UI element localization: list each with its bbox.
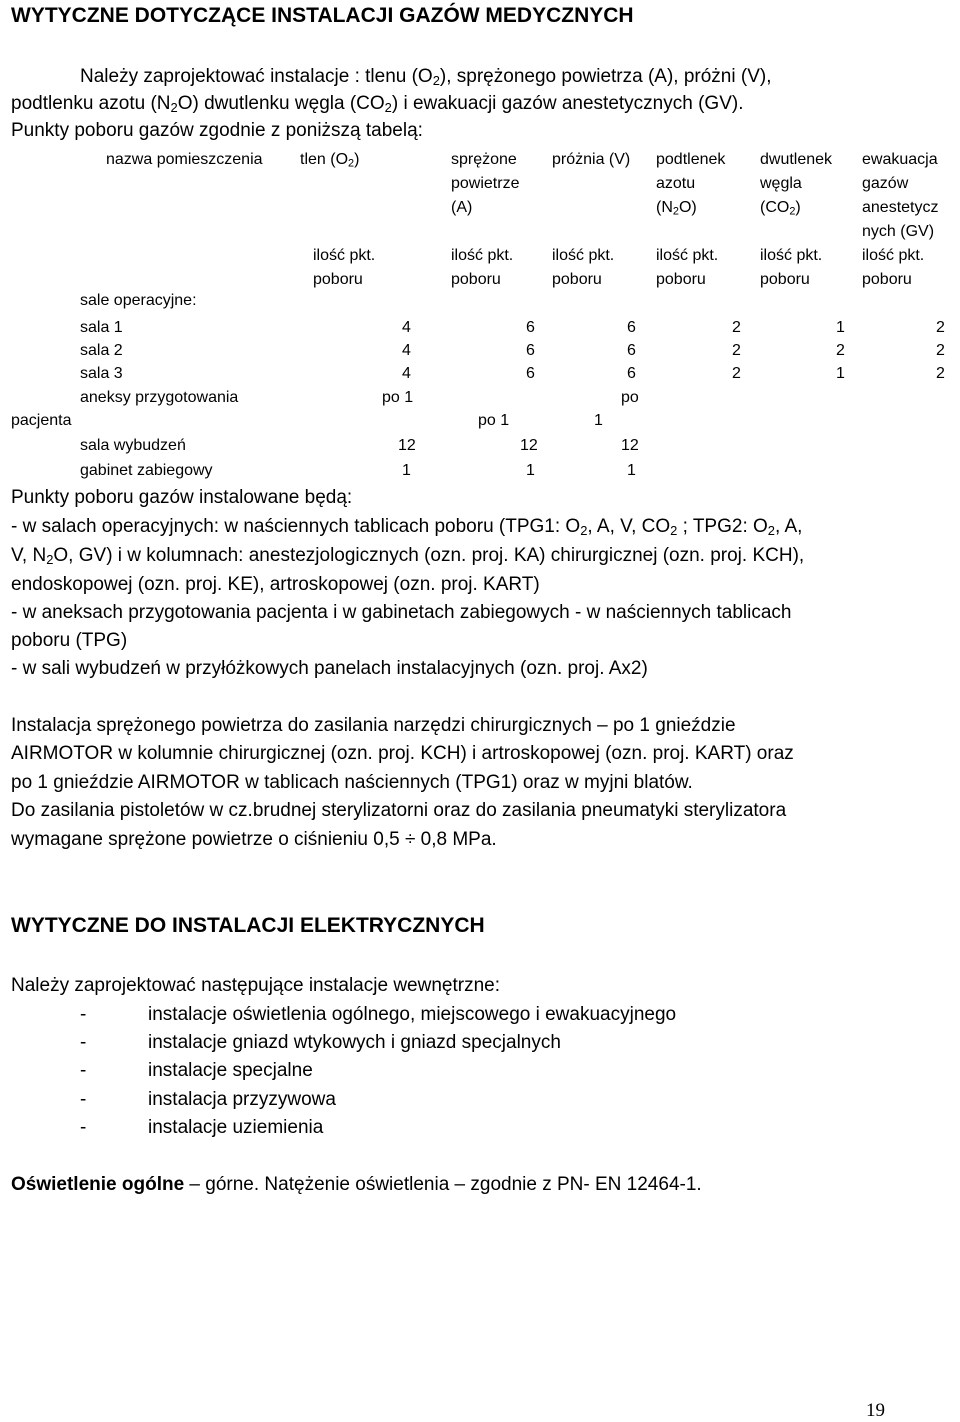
row-name: sala 2: [80, 342, 123, 359]
row-name: sala 1: [80, 319, 123, 336]
air-line-5: wymagane sprężone powietrze o ciśnieniu 0,5 ÷ 0,8 MPa.: [11, 829, 497, 850]
cell-air: 12: [520, 437, 538, 454]
cell-gv: 2: [936, 319, 945, 336]
cell-n2o: 2: [732, 342, 741, 359]
header-n2o: podtlenek azotu $(N_2O)$: [656, 151, 726, 218]
cell-n2o: 2: [732, 319, 741, 336]
row-name: gabinet zabiegowy: [80, 462, 213, 479]
header-air: sprężone powietrze (A): [451, 151, 520, 216]
electrical-intro: Należy zaprojektować następujące instalacje wewnętrzne:: [11, 975, 500, 996]
list-item: instalacja przyzywowa: [148, 1089, 336, 1110]
cell-gv: 2: [936, 365, 945, 382]
header-gv: ewakuacja gazów anestetycz nych (GV): [862, 151, 939, 240]
points-line-4: - w aneksach przygotowania pacjenta i w gabinetach zabiegowych - w naściennych tablicach: [11, 602, 792, 623]
air-line-4: Do zasilania pistoletów w cz.brudnej sterylizatorni oraz do zasilania pneumatyki sterylizatora: [11, 800, 787, 821]
list-dash: -: [80, 1117, 87, 1138]
cell-air: 6: [526, 365, 535, 382]
cell-vacuum-cont: 1: [594, 412, 603, 429]
row-name: aneksy przygotowania: [80, 389, 239, 406]
page-title: WYTYCZNE DOTYCZĄCE INSTALACJI GAZÓW MEDYCZNYCH: [11, 4, 634, 27]
list-item: instalacje oświetlenia ogólnego, miejscowego i ewakuacyjnego: [148, 1004, 677, 1025]
list-dash: -: [80, 1004, 87, 1025]
group-label-operating: sale operacyjne:: [80, 292, 197, 309]
cell-vacuum: 12: [621, 437, 639, 454]
header-co2: dwutlenek węgla $(CO_2)$: [760, 151, 833, 218]
points-line-5: poboru (TPG): [11, 630, 128, 651]
lighting-bold: Oświetlenie ogólne: [11, 1174, 185, 1195]
header-room: nazwa pomieszczenia: [106, 151, 263, 168]
cell-vacuum: po: [621, 389, 639, 406]
cell-vacuum: 6: [627, 319, 636, 336]
cell-air: 1: [526, 462, 535, 479]
list-dash: -: [80, 1060, 87, 1081]
air-line-2: AIRMOTOR w kolumnie chirurgicznej (ozn. proj. KCH) i artroskopowej (ozn. proj. KART) oraz: [11, 743, 794, 764]
list-item: instalacje uziemienia: [148, 1117, 324, 1138]
cell-air: po 1: [478, 412, 510, 429]
list-item: instalacje specjalne: [148, 1060, 313, 1081]
cell-gv: 2: [936, 342, 945, 359]
air-line-1: Instalacja sprężonego powietrza do zasilania narzędzi chirurgicznych – po 1 gnieździe: [11, 715, 736, 736]
page-number: 19: [866, 1400, 885, 1421]
points-line-6: - w sali wybudzeń w przyłóżkowych panelach instalacyjnych (ozn. proj. Ax2): [11, 658, 648, 679]
subheader-n2o: ilość pkt. poboru: [656, 247, 719, 288]
header-vacuum: próżnia (V): [552, 151, 631, 168]
cell-co2: 1: [836, 365, 845, 382]
subheader-vacuum: ilość pkt. poboru: [552, 247, 615, 288]
cell-co2: 2: [836, 342, 845, 359]
points-line-1: - w salach operacyjnych: w naściennych tablicach poboru (TPG1: $O_2$, A, V, $CO_2$ ; TPG2: $O_2$, A,: [11, 516, 803, 539]
cell-air: 6: [526, 342, 535, 359]
header-o2: tlen $(O_2)$: [300, 151, 360, 170]
list-dash: -: [80, 1089, 87, 1110]
subheader-gv: ilość pkt. poboru: [862, 247, 925, 288]
intro-line-3: Punkty poboru gazów zgodnie z poniższą tabelą:: [11, 120, 423, 141]
row-name-cont: pacjenta: [11, 412, 72, 429]
section-title-electrical: WYTYCZNE DO INSTALACJI ELEKTRYCZNYCH: [11, 914, 485, 937]
intro-line-1: Należy zaprojektować instalacje : tlenu $(O_2)$, sprężonego powietrza (A), próżni (V),: [80, 66, 772, 89]
points-line-2: V, $N_2O$, GV) i w kolumnach: anestezjologicznych (ozn. proj. KA) chirurgicznej (ozn. proj. KCH),: [11, 545, 805, 568]
subheader-co2: ilość pkt. poboru: [760, 247, 823, 288]
cell-o2: po 1: [382, 389, 414, 406]
cell-air: 6: [526, 319, 535, 336]
cell-vacuum: 1: [627, 462, 636, 479]
cell-vacuum: 6: [627, 365, 636, 382]
cell-o2: 1: [402, 462, 411, 479]
cell-o2: 4: [402, 342, 411, 359]
row-name: sala 3: [80, 365, 123, 382]
list-dash: -: [80, 1032, 87, 1053]
points-heading: Punkty poboru gazów instalowane będą:: [11, 487, 353, 508]
cell-o2: 4: [402, 365, 411, 382]
subheader-air: ilość pkt. poboru: [451, 247, 514, 288]
cell-o2: 4: [402, 319, 411, 336]
intro-line-2: podtlenku azotu $(N_2O)$ dwutlenku węgla $(CO_2)$ i ewakuacji gazów anestetycznych (GV).: [11, 93, 744, 116]
air-line-3: po 1 gnieździe AIRMOTOR w tablicach naściennych (TPG1) oraz w myjni blatów.: [11, 772, 693, 793]
points-line-3: endoskopowej (ozn. proj. KE), artroskopowej (ozn. proj. KART): [11, 574, 540, 595]
cell-vacuum: 6: [627, 342, 636, 359]
cell-o2: 12: [398, 437, 416, 454]
lighting-line: Oświetlenie ogólne – górne. Natężenie oświetlenia – zgodnie z PN- EN 12464-1.: [11, 1174, 702, 1195]
subheader-o2: ilość pkt. poboru: [313, 247, 376, 288]
cell-co2: 1: [836, 319, 845, 336]
cell-n2o: 2: [732, 365, 741, 382]
row-name: sala wybudzeń: [80, 437, 186, 454]
list-item: instalacje gniazd wtykowych i gniazd specjalnych: [148, 1032, 561, 1053]
